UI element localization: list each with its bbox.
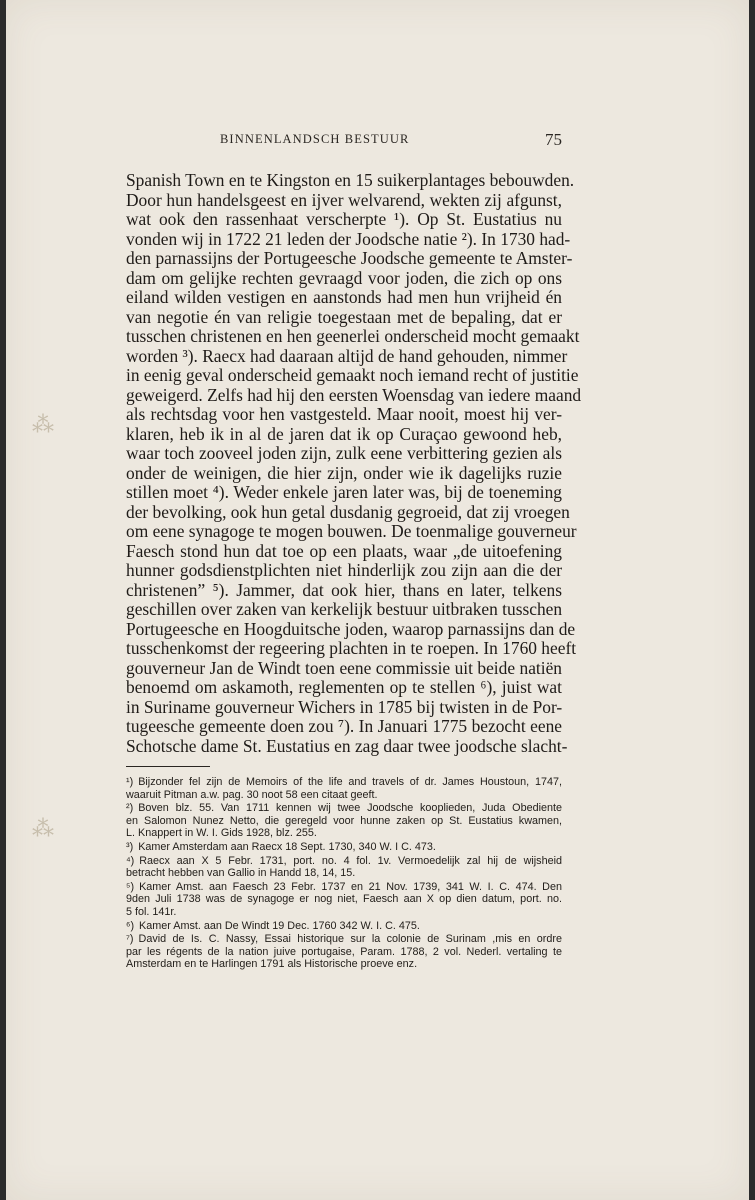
- footnote-marker: ⁷): [126, 933, 134, 946]
- footnote-line: betracht hebben van Gallio in Handd 18, 14, 15.: [126, 867, 356, 880]
- body-line: waar toch zooveel joden zijn, zulk eene verbittering gezien als: [126, 443, 562, 463]
- footnote: [126, 841, 562, 854]
- footnote-line: en Salomon Nunez Netto, die geregeld voor hunne zaken op St. Eustatius kwamen,: [126, 814, 562, 827]
- footnote-first-line: [126, 776, 562, 789]
- footnote-line: Amsterdam en te Harlingen 1791 als Historische proeve enz.: [126, 958, 418, 971]
- body-line: om eene synagoge te mogen bouwen. De toenmalige gouverneur: [126, 521, 577, 541]
- footnote-first-line: [126, 881, 562, 894]
- footnote-first-line: [126, 855, 562, 868]
- footnote: [126, 933, 562, 971]
- body-line: geschillen over zaken van kerkelijk bestuur uitbraken tusschen: [126, 599, 563, 619]
- body-line: als rechtsdag voor hen vastgesteld. Maar nooit, moest hij ver-: [126, 404, 562, 424]
- body-line: in eenig geval onderscheid gemaakt noch iemand recht of justitie: [126, 365, 579, 385]
- body-line: tusschenkomst der regeering plachten in te roepen. In 1760 heeft: [126, 638, 577, 658]
- body-line: klaren, heb ik in al de jaren dat ik op Curaçao gewoond heb,: [126, 423, 562, 444]
- body-line: in Suriname gouverneur Wichers in 1785 bij twisten in de Por-: [126, 696, 563, 717]
- footnote-marker: ³): [126, 840, 134, 853]
- body-text: [126, 170, 582, 756]
- footnote: [126, 920, 562, 933]
- footnote-text: Kamer Amst. aan Faesch 23 Febr. 1737 en 21 Nov. 1739, 341 W. I. C. 474. Den: [139, 880, 562, 893]
- footnote-text: Boven blz. 55. Van 1711 kennen wij twee Joodsche kooplieden, Juda Obediente: [138, 802, 562, 815]
- body-line: der bevolking, ook hun getal dusdanig gegroeid, dat zij vroegen: [126, 501, 570, 522]
- paper-stain-mark: ⁂: [32, 412, 54, 437]
- footnote-first-line: [126, 802, 562, 815]
- body-line: stillen moet ⁴). Weder enkele jaren later was, bij de toeneming: [126, 482, 562, 502]
- body-line: hunner godsdienstplichten niet hinderlijk zou zijn aan die der: [126, 560, 562, 580]
- footnote-divider: [126, 766, 210, 767]
- footnote-marker: ⁵): [126, 880, 135, 893]
- footnote: [126, 776, 562, 801]
- body-line: geweigerd. Zelfs had hij den eersten Woensdag van iedere maand: [126, 384, 582, 405]
- body-line: Portugeesche en Hoogduitsche joden, waarop parnassijns dan de: [126, 618, 576, 639]
- footnote-marker: ²): [126, 802, 134, 815]
- footnote: [126, 881, 562, 919]
- body-line: dam om gelijke rechten gevraagd voor joden, die zich op ons: [126, 267, 562, 288]
- body-line: den parnassijns der Portugeesche Joodsche gemeente te Amster-: [126, 248, 573, 268]
- footnote-line: L. Knappert in W. I. Gids 1928, blz. 255.: [126, 827, 317, 840]
- body-line: Schotsche dame St. Eustatius en zag daar twee joodsche slacht-: [126, 735, 568, 756]
- footnote-first-line: [126, 933, 562, 946]
- footnote: [126, 855, 562, 880]
- footnote-line: 9den Juli 1738 was de synagoge er nog niet, Faesch aan X op dien datum, port. no.: [126, 893, 562, 906]
- footnote-marker: ⁴): [126, 854, 135, 867]
- footnote-line: 5 fol. 141r.: [126, 905, 177, 918]
- paper-stain-mark: ⁂: [32, 816, 54, 841]
- body-line: christenen” ⁵). Jammer, dat ook hier, thans en later, telkens: [126, 579, 562, 600]
- footnote-text: David de Is. C. Nassy, Essai historique sur la colonie de Surinam ,mis en ordre: [138, 933, 562, 946]
- footnote-text: Kamer Amsterdam aan Raecx 18 Sept. 1730, 340 W. I C. 473.: [138, 840, 436, 853]
- body-line: Spanish Town en te Kingston en 15 suikerplantages bebouwden.: [126, 170, 575, 190]
- footnote-text: Raecx aan X 5 Febr. 1731, port. no. 4 fol. 1v. Vermoedelijk zal hij de wijsheid: [139, 854, 562, 867]
- body-line: Faesch stond hun dat toe op een plaats, waar „de uitoefening: [126, 540, 562, 561]
- running-head: BINNENLANDSCH BESTUUR: [220, 132, 410, 146]
- body-line: vonden wij in 1722 21 leden der Joodsche natie ²). In 1730 had-: [126, 228, 571, 249]
- body-line: eiland wilden vestigen en aanstonds had men hun vrijheid én: [126, 287, 562, 307]
- footnote-line: par les régents de la nation juive portugaise, Param. 1788, 2 vol. Nederl. vertaling te: [126, 945, 562, 958]
- footnotes: [126, 776, 562, 972]
- body-line: onder de weinigen, die hier zijn, onder wie ik dagelijks ruzie: [126, 462, 562, 483]
- footnote-first-line: [126, 920, 562, 933]
- body-line: gouverneur Jan de Windt toen eene commissie uit beide natiën: [126, 657, 562, 678]
- page-number: 75: [545, 130, 562, 149]
- body-line: Door hun handelsgeest en ijver welvarend, wekten zij afgunst,: [126, 189, 562, 210]
- body-line: worden ³). Raecx had daaraan altijd de hand gehouden, nimmer: [126, 345, 568, 366]
- footnote-marker: ⁶): [126, 919, 135, 932]
- footnote-first-line: [126, 841, 562, 854]
- body-line: wat ook den rassenhaat verscherpte ¹). Op St. Eustatius nu: [126, 209, 562, 229]
- footnote-text: Kamer Amst. aan De Windt 19 Dec. 1760 342 W. I. C. 475.: [139, 919, 420, 932]
- footnote: [126, 802, 562, 840]
- footnote-line: waaruit Pitman a.w. pag. 30 noot 58 een citaat geeft.: [126, 788, 378, 801]
- body-line: tugeesche gemeente doen zou ⁷). In Januari 1775 bezocht eene: [126, 716, 562, 736]
- body-line: tusschen christenen en hen geenerlei onderscheid mocht gemaakt: [126, 326, 580, 346]
- footnote-text: Bijzonder fel zijn de Memoirs of the life and travels of dr. James Houstoun, 1747,: [138, 776, 562, 788]
- page-header: [126, 130, 562, 150]
- footnote-marker: ¹): [126, 776, 134, 788]
- body-line: benoemd om askamoth, reglementen op te stellen ⁶), juist wat: [126, 677, 562, 697]
- body-line: van negotie én van religie toegestaan met de bepaling, dat er: [126, 306, 562, 327]
